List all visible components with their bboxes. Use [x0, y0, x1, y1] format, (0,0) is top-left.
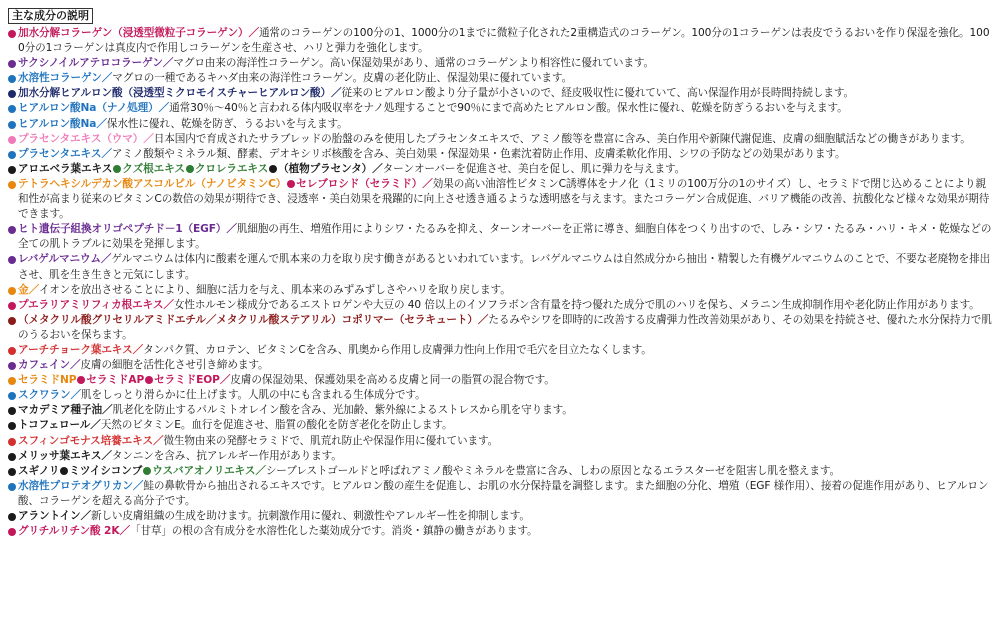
ingredient-item	[8, 373, 994, 388]
ingredient-name: アラントイン	[18, 510, 81, 522]
separator: ／	[100, 253, 112, 266]
ingredient-item	[8, 117, 994, 132]
separator: ／	[162, 57, 174, 70]
separator: ／	[28, 283, 39, 296]
bullet-dot-icon	[287, 180, 295, 188]
ingredient-description: 鮭の鼻軟骨から抽出されるエキスです。ヒアルロン酸の産生を促進し、お肌の水分保持量を調整します。また細胞の分化、増殖（EGF 様作用）、接着の促進作用があり、ヒアルロン酸、コラーゲンを超える高分子です。	[18, 479, 989, 507]
ingredient-description: 微生物由来の発酵セラミドで、肌荒れ防止や保湿作用に優れています。	[163, 434, 499, 447]
bullet-dot-icon	[8, 121, 16, 129]
ingredient-name: ヒアルロン酸Na（ナノ処理）	[18, 102, 159, 115]
ingredient-item	[8, 313, 994, 343]
bullet-dot-icon	[8, 407, 16, 415]
ingredient-item	[8, 464, 994, 479]
ingredient-name: 金	[18, 283, 29, 296]
ingredient-description: 天然のビタミンE。血行を促進させ、脂質の酸化を防ぎ老化を防止します。	[100, 419, 453, 432]
separator: ／	[219, 374, 231, 387]
bullet-dot-icon	[8, 453, 16, 461]
bullet-dot-icon	[8, 513, 16, 521]
ingredient-name: プラセンタエキス	[18, 147, 102, 160]
bullet-dot-icon	[143, 467, 151, 475]
bullet-dot-icon	[8, 166, 16, 174]
ingredient-item	[8, 222, 994, 252]
bullet-dot-icon	[8, 468, 16, 476]
ingredient-description: マグロの一種であるキハダ由来の海洋性コラーゲン。皮膚の老化防止、保湿効果に優れています。	[112, 72, 573, 85]
ingredient-item	[8, 71, 994, 86]
bullet-dot-icon	[8, 422, 16, 430]
ingredient-item	[8, 101, 994, 116]
ingredient-description: アミノ酸類やミネラル類、酵素、デオキシリボ核酸を含み、美白効果・保湿効果・色素沈着防止作用、皮膚柔軟化作用、シワの予防などの効果があります。	[111, 147, 846, 160]
ingredient-description: シーブレストゴールドと呼ばれアミノ酸やミネラルを豊富に含み、しわの原因となるエラスターゼを阻害し肌を整えます。	[265, 464, 840, 477]
ingredient-item	[8, 132, 994, 147]
bullet-dot-icon	[186, 165, 194, 173]
ingredient-description: ゲルマニウムは体内に酸素を運んで肌本来の力を取り戻す働きがあるといわれています。レバゲルマニウムは自然成分から抽出・精製した有機ゲルマニウムのことで、不要な老廃物を排出させ、肌を生き生きと元気にします。	[18, 253, 991, 281]
ingredient-item	[8, 86, 994, 101]
ingredient-name: ヒアルロン酸Na	[18, 117, 97, 130]
ingredient-name: スフィンゴモナス培養エキス	[18, 434, 153, 447]
bullet-dot-icon	[8, 377, 16, 385]
ingredient-item	[8, 177, 994, 222]
ingredient-description: 新しい皮膚組織の生成を助けます。抗刺激作用に優れ、刺激性やアレルギー性を抑制します。	[90, 510, 530, 522]
bullet-dot-icon	[8, 136, 16, 144]
ingredient-description: 保水性に優れ、乾燥を防ぎ、うるおいを与えます。	[106, 117, 348, 130]
ingredient-name: スクワラン	[18, 389, 71, 402]
bullet-dot-icon	[8, 392, 16, 400]
ingredient-description: 肌細胞の再生、増殖作用によりシワ・たるみを抑え、ターンオーバーを正常に導き、細胞自体をつくり出すので、しみ・シワ・たるみ・ハリ・キメ・乾燥などの全ての肌トラブルに効果を発揮します。	[18, 223, 992, 251]
ingredient-description: 肌老化を防止するパルミトオレイン酸を含み、光加齢、紫外線によるストレスから肌を守ります。	[112, 404, 573, 417]
ingredient-description: マグロ由来の海洋性コラーゲン。高い保湿効果があり、通常のコラーゲンより相容性に優れています。	[173, 57, 654, 70]
bullet-dot-icon	[8, 362, 16, 370]
ingredient-item	[8, 162, 994, 177]
ingredient-item	[8, 479, 994, 509]
bullet-dot-icon	[8, 483, 16, 491]
ingredient-description: イオンを放出させることにより、細胞に活力を与え、肌本来のみずみずしさやハリを取り戻します。	[39, 283, 511, 296]
ingredient-description: タンニンを含み、抗アレルギー作用があります。	[111, 449, 342, 462]
separator: ／	[119, 525, 130, 538]
separator: ／	[90, 419, 101, 432]
ingredient-description: ターンオーバーを促進させ、美白を促し、肌に弾力を与えます。	[382, 162, 686, 175]
ingredient-name: テトラヘキシルデカン酸アスコルビル（ナノビタミンC）	[18, 177, 287, 190]
separator: ／	[255, 464, 266, 477]
ingredient-name: グリチルリチン酸 2K	[18, 525, 120, 538]
ingredient-name: セラミドAP	[86, 374, 145, 387]
ingredient-name: レバゲルマニウム	[18, 253, 101, 266]
ingredient-name: プラセンタエキス（ウマ）	[18, 132, 144, 145]
ingredient-description: 皮膚の細胞を活性化させ引き締めます。	[80, 359, 269, 372]
ingredient-name: セラミドEOP	[154, 374, 220, 387]
ingredient-name: セレブロシド（セラミド）	[296, 177, 423, 190]
ingredient-name: 水溶性プロテオグリカン	[18, 479, 133, 492]
bullet-dot-icon	[8, 75, 16, 83]
ingredient-name: カフェイン	[18, 359, 70, 372]
ingredient-description: 皮膚の保湿効果、保護効果を高める皮膚と同一の脂質の混合物です。	[230, 374, 555, 387]
ingredient-name: クロレラエキス	[194, 162, 269, 175]
separator: ／	[372, 162, 383, 175]
separator: ／	[70, 389, 81, 402]
ingredient-description: 日本国内で育成されたサラブレッドの胎盤のみを使用したプラセンタエキスで、アミノ酸等を豊富に含み、美白作用や新陳代謝促進、皮膚の細胞賦活などの働きがあります。	[153, 132, 971, 145]
ingredient-description: 「甘草」の根の含有成分を水溶性化した薬効成分です。消炎・鎮静の働きがあります。	[129, 525, 538, 538]
ingredient-name: マカデミア種子油	[18, 404, 102, 417]
separator: ／	[477, 313, 489, 326]
ingredient-name: 水溶性コラーゲン	[18, 72, 102, 85]
bullet-dot-icon	[269, 165, 277, 173]
separator: ／	[331, 87, 342, 100]
bullet-dot-icon	[60, 467, 68, 475]
ingredient-description: 効果の高い油溶性ビタミンC誘導体をナノ化（1ミリの100万分の1のサイズ）し、セラミドで閉じ込めることにより親和性が高まり従来のビタミンCの数倍の効果が期待でき、浸透率・美白効果を飛躍的に向上させ透き通るような透明感を与えます。またコラーゲン合成促進、バリア機能の改善、抗酸化など様々な効果が期待できます。	[18, 177, 990, 221]
separator: ／	[158, 102, 170, 115]
ingredient-item	[8, 147, 994, 162]
separator: ／	[132, 343, 144, 356]
bullet-dot-icon	[145, 376, 153, 384]
bullet-dot-icon	[113, 165, 121, 173]
separator: ／	[96, 117, 107, 130]
ingredient-name: アーチチョーク葉エキス	[18, 343, 133, 356]
ingredient-name: アロエベラ葉エキス	[18, 162, 113, 175]
ingredient-name: スギノリ	[18, 464, 60, 477]
bullet-dot-icon	[8, 90, 16, 98]
ingredient-name: トコフェロール	[18, 419, 91, 432]
bullet-dot-icon	[8, 60, 16, 68]
ingredient-item	[8, 449, 994, 464]
bullet-dot-icon	[8, 438, 16, 446]
separator: ／	[163, 298, 174, 311]
separator: ／	[101, 147, 112, 160]
ingredient-name: クズ根エキス	[122, 162, 185, 175]
ingredient-name: プエラリアミリフィカ根エキス	[18, 298, 164, 311]
ingredient-item	[8, 298, 994, 313]
bullet-dot-icon	[8, 287, 16, 295]
bullet-dot-icon	[8, 30, 16, 38]
separator: ／	[152, 434, 164, 447]
bullet-dot-icon	[77, 376, 85, 384]
ingredient-item	[8, 418, 994, 433]
ingredient-name: 加水分解ヒアルロン酸（浸透型ミクロモイスチャーヒアルロン酸）	[18, 87, 332, 100]
ingredient-description: タンパク質、カロテン、ビタミンCを含み、肌奥から作用し皮膚弾力性向上作用で毛穴を目立たなくします。	[143, 343, 652, 356]
separator: ／	[226, 223, 237, 236]
ingredient-item	[8, 358, 994, 373]
ingredient-name: セラミドNP	[18, 374, 77, 387]
ingredient-name: ミツイシコンブ	[69, 464, 143, 477]
bullet-dot-icon	[8, 151, 16, 159]
ingredient-item	[8, 388, 994, 403]
bullet-dot-icon	[8, 226, 16, 234]
ingredient-description: たるみやシワを即時的に改善する皮膚弾力性改善効果があり、その効果を持続させ、優れた水分保持力で肌のうるおいを保ちます。	[18, 313, 992, 341]
ingredient-item	[8, 403, 994, 418]
ingredient-name: サクシノイルアテロコラーゲン	[18, 57, 163, 70]
ingredient-list	[8, 26, 994, 539]
ingredient-name: （メタクリル酸グリセリルアミドエチル／メタクリル酸ステアリル）コポリマー（セラキュート）	[18, 313, 478, 326]
section-heading: 主な成分の説明	[8, 8, 93, 24]
separator: ／	[422, 177, 433, 190]
separator: ／	[69, 359, 81, 372]
ingredient-item	[8, 56, 994, 71]
ingredient-name: ヒト遺伝子組換オリゴペプチド－1（EGF）	[18, 223, 227, 236]
ingredient-item	[8, 283, 994, 298]
separator: ／	[132, 479, 144, 492]
bullet-dot-icon	[8, 302, 16, 310]
ingredient-description: 従来のヒアルロン酸より分子量が小さいので、経皮吸収性に優れていて、高い保湿作用が長時間持続します。	[341, 87, 855, 100]
bullet-dot-icon	[8, 317, 16, 325]
bullet-dot-icon	[8, 528, 16, 536]
separator: ／	[80, 510, 91, 522]
ingredient-description: 通常30％～40％と言われる体内吸収率をナノ処理することで90％にまで高めたヒアルロン酸。保水性に優れ、乾燥を防ぎうるおいを与えます。	[169, 102, 848, 115]
separator: ／	[143, 132, 154, 145]
bullet-dot-icon	[8, 256, 16, 264]
ingredient-name: 加水分解コラーゲン（浸透型微粒子コラーゲン）	[18, 27, 249, 39]
separator: ／	[101, 404, 113, 417]
ingredient-description: 肌をしっとり滑らかに仕上げます。人肌の中にも含まれる生体成分です。	[80, 389, 426, 402]
bullet-dot-icon	[8, 105, 16, 113]
separator: ／	[248, 27, 259, 39]
ingredient-item	[8, 343, 994, 358]
ingredient-item	[8, 252, 994, 282]
separator: ／	[101, 72, 113, 85]
bullet-dot-icon	[8, 181, 16, 189]
ingredient-item	[8, 509, 994, 524]
ingredient-description: 通常のコラーゲンの100分の1、1000分の1までに微粒子化された2重構造式のコラーゲン。100分の1コラーゲンは表皮でうるおいを作り保湿を強化。1000分の1コラーゲンは真皮内で作用しコラーゲンを生産させ、ハリと弾力を強化します。	[18, 27, 990, 55]
bullet-dot-icon	[8, 347, 16, 355]
ingredient-name: ウスバアオノリエキス	[152, 464, 256, 477]
ingredient-name: メリッサ葉エキス	[18, 449, 102, 462]
ingredient-item	[8, 434, 994, 449]
ingredient-description: 女性ホルモン様成分であるエストロゲンや大豆の 40 倍以上のイソフラボン含有量を持つ優れた成分で肌のハリを保ち、メラニン生成抑制作用や老化防止作用があります。	[173, 298, 980, 311]
ingredient-name: （植物プラセンタ）	[278, 162, 373, 175]
separator: ／	[101, 449, 112, 462]
ingredient-item	[8, 26, 994, 56]
ingredient-item	[8, 524, 994, 539]
